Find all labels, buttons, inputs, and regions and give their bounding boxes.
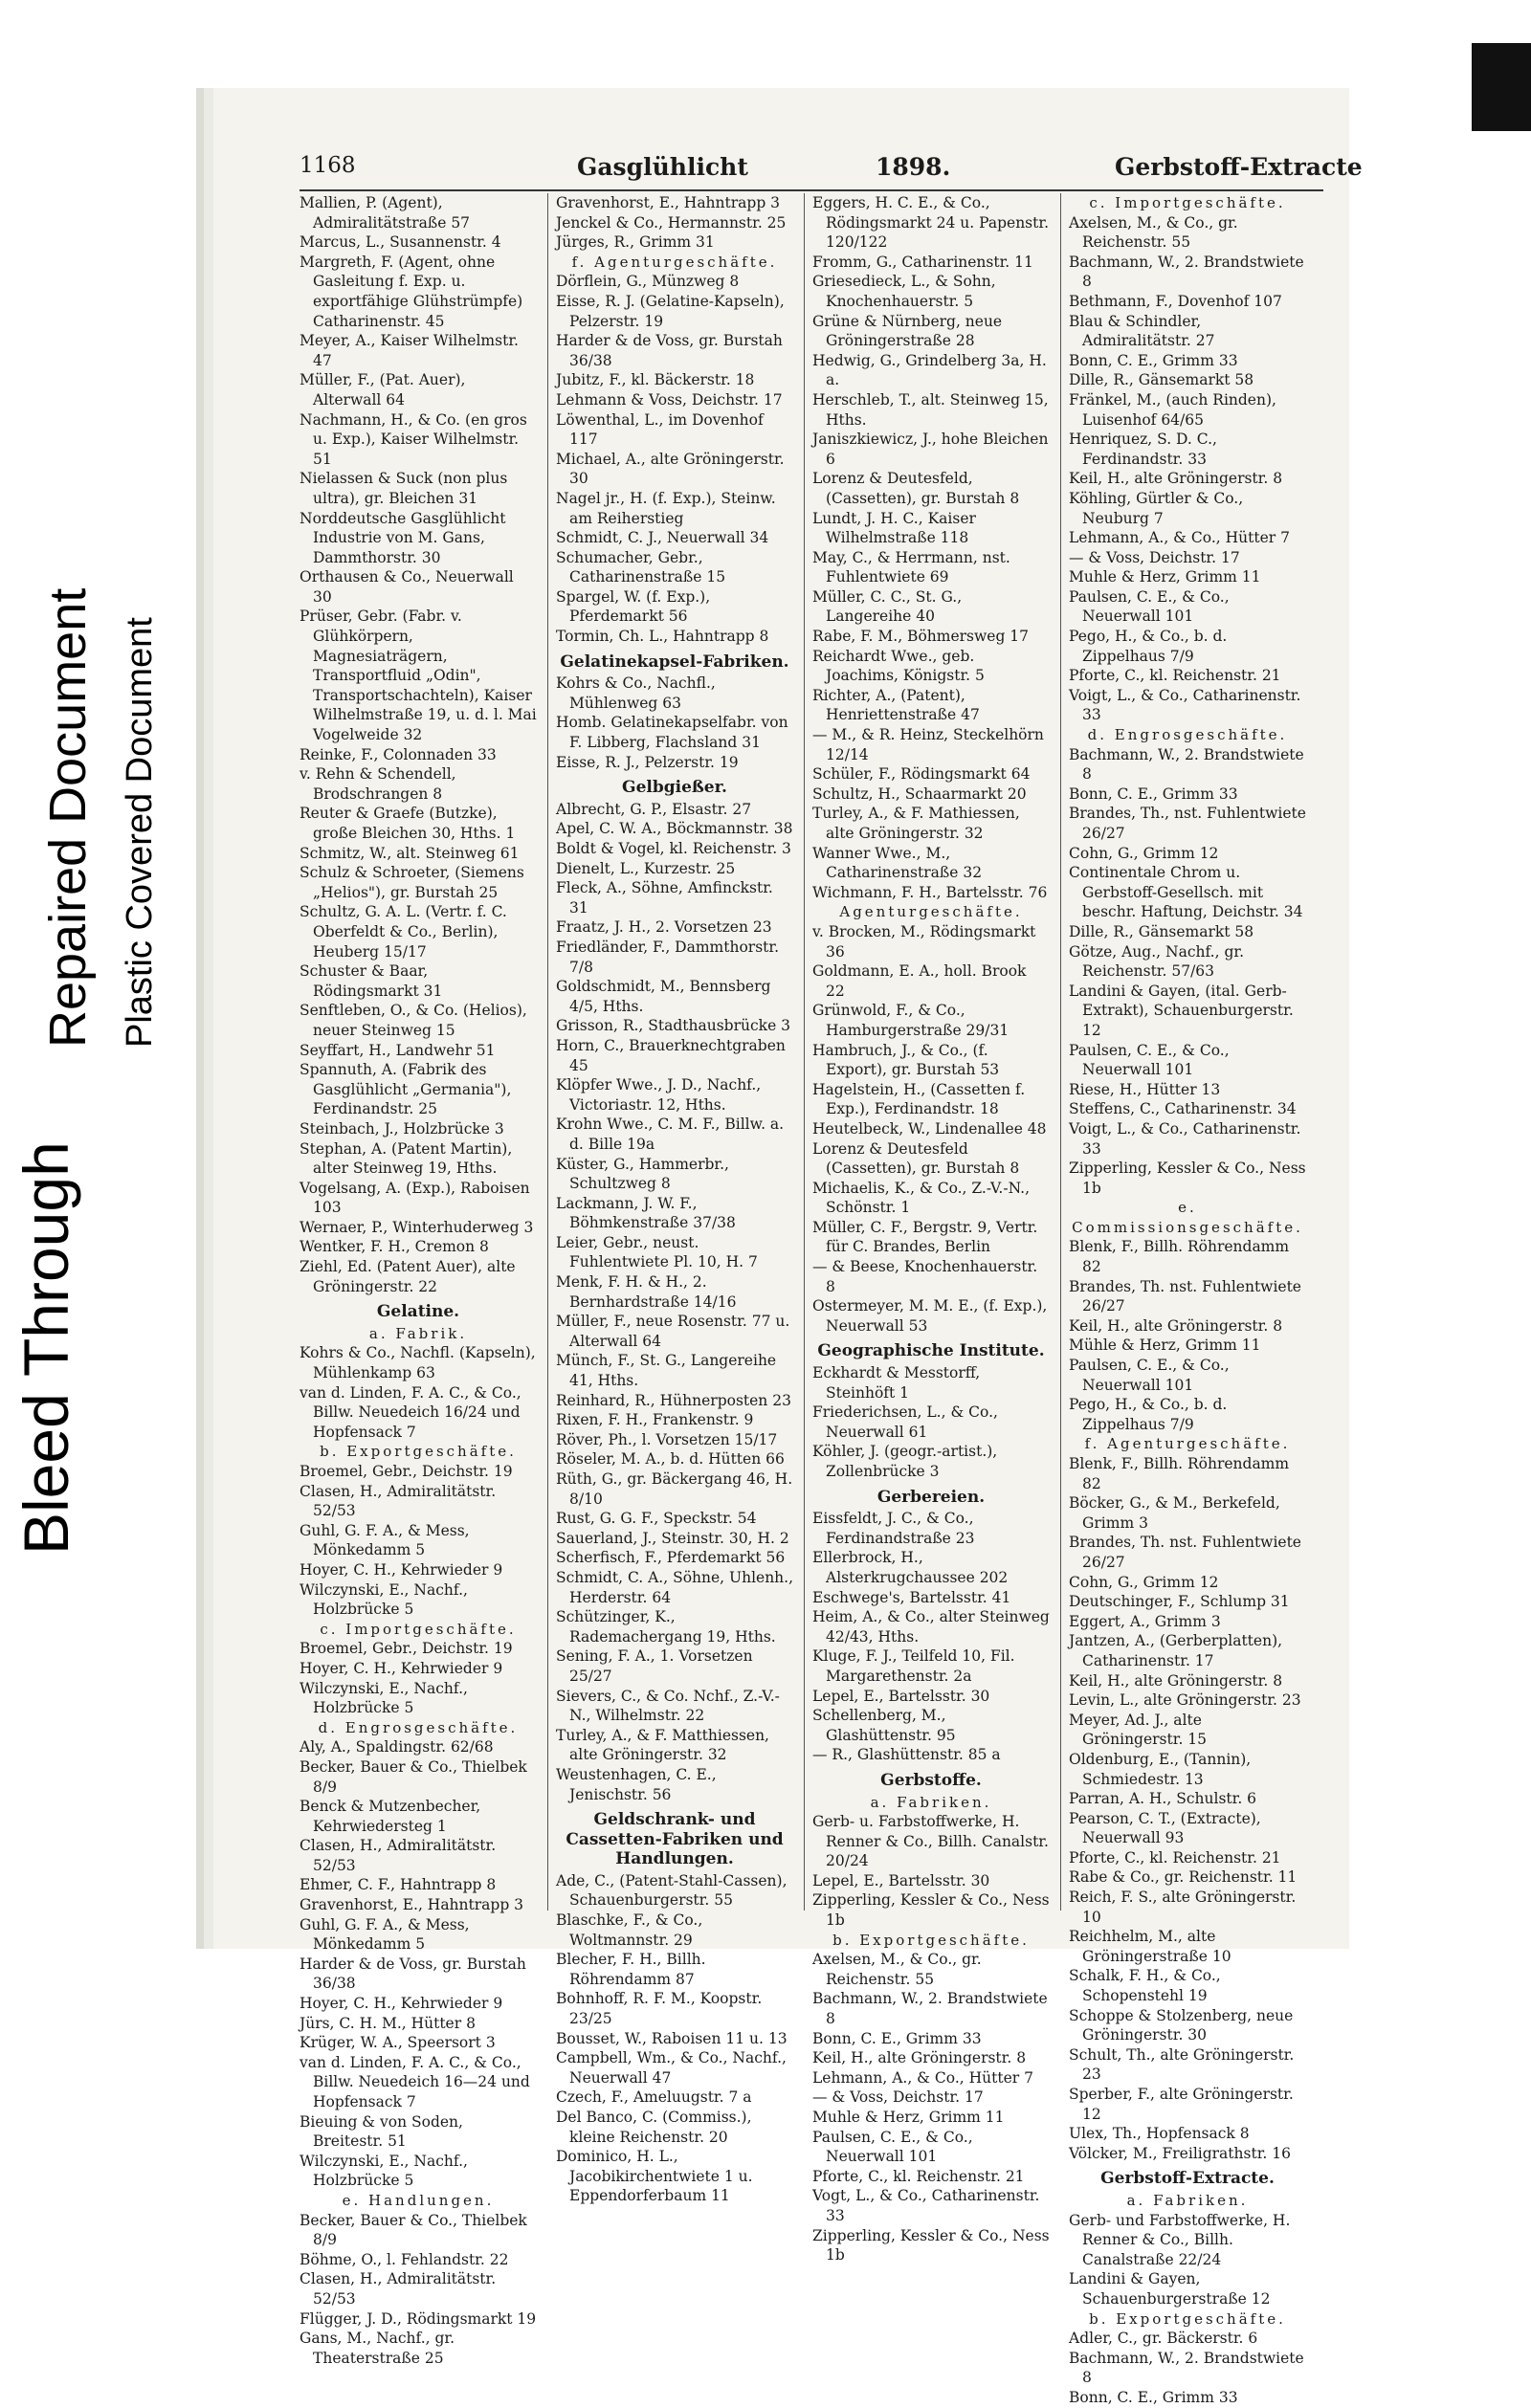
directory-entry: Jantzen, A., (Gerberplatten), Catharinenstr. 17 [1069, 1632, 1283, 1669]
directory-entry: Röver, Ph., l. Vorsetzen 15/17 [556, 1430, 778, 1448]
directory-entry: Schellenberg, M., Glashüttenstr. 95 [812, 1707, 956, 1744]
directory-entry: Steinbach, J., Holzbrücke 3 [300, 1119, 504, 1138]
scanner-edge-block [1472, 43, 1531, 131]
directory-entry: Richter, A., (Patent), Henriettenstraße 47 [812, 686, 980, 724]
directory-entry: Seyffart, H., Landwehr 51 [300, 1041, 496, 1059]
subsection-heading: e. Handlungen. [342, 2191, 495, 2209]
year-heading: 1898. [876, 153, 951, 181]
directory-entry: Nachmann, H., & Co. (en gros u. Exp.), Kaiser Wilhelmstr. 51 [300, 410, 527, 468]
directory-entry: Tormin, Ch. L., Hahntrapp 8 [556, 628, 769, 646]
header-rule [300, 189, 1323, 191]
directory-entry: Czech, F., Ameluugstr. 7 a [556, 2088, 752, 2107]
directory-entry: Kluge, F. J., Teilfeld 10, Fil. Margarethenstr. 2a [812, 1647, 1015, 1685]
directory-entry: Eggers, H. C. E., & Co., Rödingsmarkt 24 u. Papenstr. 120/122 [812, 194, 1049, 252]
directory-entry: Gravenhorst, E., Hahntrapp 3 [300, 1896, 524, 1914]
directory-entry: Zipperling, Kessler & Co., Ness 1b [1069, 1160, 1306, 1197]
directory-entry: Lehmann & Voss, Deichstr. 17 [556, 390, 783, 409]
directory-entry: Schützinger, K., Rademachergang 19, Hths. [556, 1608, 776, 1646]
directory-entry: Voigt, L., & Co., Catharinenstr. 33 [1069, 1119, 1301, 1158]
directory-entry: Brandes, Th. nst. Fuhlentwiete 26/27 [1069, 1534, 1301, 1571]
directory-entry: Oldenburg, E., (Tannin), Schmiedestr. 13 [1069, 1750, 1252, 1788]
directory-entry: Reichardt Wwe., geb. Joachims, Königstr. 5 [812, 647, 985, 685]
directory-entry: Horn, C., Brauerknechtgraben 45 [556, 1036, 786, 1074]
directory-entry: Schumacher, Gebr., Catharinenstraße 15 [556, 548, 726, 586]
directory-entry: Fränkel, M., (auch Rinden), Luisenhof 64/65 [1069, 390, 1276, 429]
directory-entry: Fleck, A., Söhne, Amfinckstr. 31 [556, 879, 773, 917]
directory-entry: Eckhardt & Messtorff, Steinhöft 1 [812, 1364, 981, 1402]
subsection-heading: e. Commissionsgeschäfte. [1072, 1199, 1303, 1236]
directory-entry: Becker, Bauer & Co., Thielbek 8/9 [300, 1757, 527, 1796]
directory-entry: Schoppe & Stolzenberg, neue Gröningerstr. 30 [1069, 2006, 1294, 2044]
left-running-title: Gasglühlicht [577, 153, 748, 181]
directory-entry: Müller, F., (Pat. Auer), Alterwall 64 [300, 371, 466, 409]
directory-entry: Wilczynski, E., Nachf., Holzbrücke 5 [300, 1679, 468, 1717]
subsection-heading: b. Exportgeschäfte. [832, 1931, 1030, 1949]
directory-entry: Steffens, C., Catharinenstr. 34 [1069, 1100, 1297, 1118]
directory-entry: Cohn, G., Grimm 12 [1069, 1573, 1219, 1591]
directory-entry: Keil, H., alte Gröningerstr. 8 [812, 2049, 1027, 2067]
directory-entry: Pforte, C., kl. Reichenstr. 21 [812, 2167, 1025, 2185]
directory-entry: Blaschke, F., & Co., Woltmannstr. 29 [556, 1911, 703, 1949]
directory-entry: Rabe & Co., gr. Reichenstr. 11 [1069, 1868, 1298, 1887]
directory-entry: Reinhard, R., Hühnerposten 23 [556, 1391, 791, 1409]
directory-entry: Reinke, F., Colonnaden 33 [300, 745, 497, 763]
directory-entry: Röseler, M. A., b. d. Hütten 66 [556, 1450, 785, 1469]
directory-entry: Mühle & Herz, Grimm 11 [1069, 1337, 1261, 1355]
directory-entry: Muhle & Herz, Grimm 11 [1069, 568, 1261, 586]
directory-entry: — & Voss, Deichstr. 17 [1069, 548, 1240, 566]
directory-entry: Guhl, G. F. A., & Mess, Mönkedamm 5 [300, 1915, 470, 1954]
subsection-heading: c. Importgeschäfte. [1089, 194, 1286, 211]
directory-entry: — & Beese, Knochenhauerstr. 8 [812, 1258, 1038, 1295]
scan-condition-labels [0, 0, 191, 2083]
directory-entry: Sauerland, J., Steinstr. 30, H. 2 [556, 1529, 789, 1547]
directory-entry: Klöpfer Wwe., J. D., Nachf., Victoriastr. 12, Hths. [556, 1076, 762, 1114]
directory-entry: Köhler, J. (geogr.-artist.), Zollenbrücke 3 [812, 1443, 998, 1480]
directory-entry: Ellerbrock, H., Alsterkrugchaussee 202 [812, 1549, 1009, 1586]
directory-entry: Schuster & Baar, Rödingsmarkt 31 [300, 962, 443, 1000]
directory-entry: Pearson, C. T., (Extracte), Neuerwall 93 [1069, 1809, 1261, 1847]
directory-entry: Ziehl, Ed. (Patent Auer), alte Gröningerstr. 22 [300, 1258, 516, 1295]
directory-entry: Lepel, E., Bartelsstr. 30 [812, 1687, 990, 1705]
directory-entry: Goldmann, E. A., holl. Brook 22 [812, 962, 1027, 1000]
subsection-heading: d. Engrosgeschäfte. [318, 1718, 519, 1736]
directory-entry: Harder & de Voss, gr. Burstah 36/38 [300, 1955, 526, 1993]
directory-entry: Ehmer, C. F., Hahntrapp 8 [300, 1876, 497, 1894]
subsection-heading: a. Fabriken. [870, 1793, 992, 1811]
directory-entry: Bachmann, W., 2. Brandstwiete 8 [1069, 253, 1304, 291]
directory-entry: Schmitz, W., alt. Steinweg 61 [300, 844, 520, 862]
directory-entry: Keil, H., alte Gröningerstr. 8 [1069, 470, 1283, 488]
directory-entry: Paulsen, C. E., & Co., Neuerwall 101 [1069, 587, 1230, 626]
directory-entry: Gravenhorst, E., Hahntrapp 3 [556, 194, 781, 211]
directory-entry: Menk, F. H. & H., 2. Bernhardstraße 14/16 [556, 1273, 737, 1311]
directory-entry: Sievers, C., & Co. Nchf., Z.-V.-N., Wilhelmstr. 22 [556, 1687, 780, 1725]
directory-entry: Apel, C. W. A., Böckmannstr. 38 [556, 820, 793, 838]
directory-entry: — M., & R. Heinz, Steckelhörn 12/14 [812, 726, 1044, 763]
directory-entry: Paulsen, C. E., & Co., Neuerwall 101 [812, 2128, 973, 2166]
directory-entry: Cohn, G., Grimm 12 [1069, 844, 1219, 862]
directory-entry: Benck & Mutzenbecher, Kehrwiedersteg 1 [300, 1798, 481, 1835]
right-running-title: Gerbstoff-Extracte [1115, 153, 1363, 181]
subsection-heading: f. Agenturgeschäfte. [1084, 1435, 1291, 1453]
subsection-heading: a. Fabriken. [1126, 2191, 1249, 2209]
directory-entry: Hoyer, C. H., Kehrwieder 9 [300, 1560, 503, 1579]
directory-entry: Broemel, Gebr., Deichstr. 19 [300, 1463, 513, 1480]
directory-entry: Senftleben, O., & Co. (Helios), neuer Steinweg 15 [300, 1002, 527, 1039]
directory-entry: Weustenhagen, C. E., Jenischstr. 56 [556, 1765, 717, 1803]
directory-entry: Gerb- und Farbstoffwerke, H. Renner & Co., Billh. Canalstraße 22/24 [1069, 2211, 1291, 2268]
directory-entry: Rixen, F. H., Frankenstr. 9 [556, 1411, 754, 1429]
section-heading: Gelatinekapsel-Fabriken. [560, 652, 789, 672]
directory-entry: Schultz, H., Schaarmarkt 20 [812, 784, 1027, 803]
directory-entry: Rüth, G., gr. Bäckergang 46, H. 8/10 [556, 1470, 793, 1508]
directory-entry: Goldschmidt, M., Bennsberg 4/5, Hths. [556, 978, 771, 1015]
directory-entry: Spargel, W. (f. Exp.), Pferdemarkt 56 [556, 587, 711, 626]
directory-entry: Wilczynski, E., Nachf., Holzbrücke 5 [300, 2152, 468, 2190]
directory-entry: Eschwege's, Bartelsstr. 41 [812, 1588, 1011, 1606]
section-heading: Gelbgießer. [622, 778, 727, 798]
directory-entry: Dille, R., Gänsemarkt 58 [1069, 371, 1254, 389]
directory-entry: Münch, F., St. G., Langereihe 41, Hths. [556, 1352, 777, 1390]
directory-entry: Marcus, L., Susannenstr. 4 [300, 233, 501, 252]
directory-entry: Fraatz, J. H., 2. Vorsetzen 23 [556, 918, 772, 937]
column-2 [556, 193, 794, 2205]
directory-entry: Parran, A. H., Schulstr. 6 [1069, 1790, 1257, 1808]
directory-entry: v. Rehn & Schendell, Brodschrangen 8 [300, 765, 456, 803]
directory-entry: Schultz, G. A. L. (Vertr. f. C. Oberfeldt & Co., Berlin), Heuberg 15/17 [300, 903, 507, 961]
directory-entry: Becker, Bauer & Co., Thielbek 8/9 [300, 2211, 527, 2249]
directory-entry: Keil, H., alte Gröningerstr. 8 [1069, 1316, 1283, 1335]
directory-entry: Wentker, F. H., Cremon 8 [300, 1238, 489, 1256]
directory-entry: Landini & Gayen, (ital. Gerb-Extrakt), Schauenburgerstr. 12 [1069, 982, 1294, 1039]
directory-entry: Scherfisch, F., Pferdemarkt 56 [556, 1549, 786, 1567]
directory-entry: Lorenz & Deutesfeld (Cassetten), gr. Burstah 8 [812, 1139, 1020, 1178]
directory-entry: Dominico, H. L., Jacobikirchentwiete 1 u. Eppendorferbaum 11 [556, 2148, 753, 2205]
directory-entry: Hedwig, G., Grindelberg 3a, H. a. [812, 351, 1047, 389]
directory-entry: Reich, F. S., alte Gröningerstr. 10 [1069, 1889, 1297, 1926]
directory-entry: Blau & Schindler, Admiralitätstr. 27 [1069, 312, 1215, 350]
directory-entry: Janiszkiewicz, J., hohe Bleichen 6 [812, 431, 1049, 468]
directory-entry: Stephan, A. (Patent Martin), alter Steinweg 19, Hths. [300, 1139, 513, 1178]
directory-entry: Reichhelm, M., alte Gröningerstraße 10 [1069, 1928, 1231, 1965]
directory-entry: Köhling, Gürtler & Co., Neuburg 7 [1069, 489, 1244, 527]
directory-entry: Paulsen, C. E., & Co., Neuerwall 101 [1069, 1041, 1230, 1079]
directory-entry: Landini & Gayen, Schauenburgerstraße 12 [1069, 2270, 1271, 2308]
directory-entry: Vogelsang, A. (Exp.), Raboisen 103 [300, 1179, 530, 1217]
directory-entry: Brandes, Th. nst. Fuhlentwiete 26/27 [1069, 1277, 1301, 1315]
directory-entry: Blenk, F., Billh. Röhrendamm 82 [1069, 1455, 1290, 1492]
directory-entry: Bethmann, F., Dovenhof 107 [1069, 292, 1282, 310]
subsection-heading: f. Agenturgeschäfte. [571, 253, 778, 271]
directory-entry: Bachmann, W., 2. Brandstwiete 8 [1069, 745, 1304, 784]
directory-entry: Turley, A., & F. Mathiessen, alte Gröningerstr. 32 [812, 805, 1020, 842]
directory-entry: Broemel, Gebr., Deichstr. 19 [300, 1640, 513, 1658]
directory-entry: Sperber, F., alte Gröningerstr. 12 [1069, 2086, 1294, 2123]
directory-entry: Herschleb, T., alt. Steinweg 15, Hths. [812, 390, 1049, 429]
directory-entry: van d. Linden, F. A. C., & Co., Billw. Neuedeich 16—24 und Hopfensack 7 [300, 2053, 530, 2110]
directory-entry: Brandes, Th., nst. Fuhlentwiete 26/27 [1069, 805, 1306, 842]
directory-entry: Axelsen, M., & Co., gr. Reichenstr. 55 [1069, 213, 1238, 252]
directory-entry: Bonn, C. E., Grimm 33 [812, 2029, 982, 2047]
directory-entry: Clasen, H., Admiralitätstr. 52/53 [300, 1482, 497, 1520]
directory-entry: van d. Linden, F. A. C., & Co., Billw. Neuedeich 16/24 und Hopfensack 7 [300, 1383, 521, 1441]
directory-entry: Schalk, F. H., & Co., Schopenstehl 19 [1069, 1967, 1221, 2005]
directory-entry: Bieuing & von Soden, Breitestr. 51 [300, 2112, 463, 2151]
directory-entry: Clasen, H., Admiralitätstr. 52/53 [300, 2270, 497, 2308]
directory-entry: Bohnhoff, R. F. M., Koopstr. 23/25 [556, 1990, 763, 2028]
column-4 [1069, 193, 1306, 2406]
directory-entry: Muhle & Herz, Grimm 11 [812, 2109, 1005, 2126]
directory-entry: Bousset, W., Raboisen 11 u. 13 [556, 2029, 788, 2047]
directory-entry: Deutschinger, F., Schlump 31 [1069, 1593, 1290, 1611]
directory-entry: Wernaer, P., Winterhuderweg 3 [300, 1218, 534, 1236]
column-1 [300, 193, 537, 2367]
directory-entry: Del Banco, C. (Commiss.), kleine Reichenstr. 20 [556, 2109, 752, 2146]
directory-entry: Rust, G. G. F., Speckstr. 54 [556, 1510, 757, 1528]
directory-entry: Müller, F., neue Rosenstr. 77 u. Alterwall 64 [556, 1313, 790, 1350]
directory-entry: Vogt, L., & Co., Catharinenstr. 33 [812, 2187, 1040, 2224]
directory-entry: Riese, H., Hütter 13 [1069, 1080, 1221, 1098]
directory-entry: Friedländer, F., Dammthorstr. 7/8 [556, 938, 780, 976]
directory-entry: Löwenthal, L., im Dovenhof 117 [556, 410, 764, 449]
subsection-heading: Agenturgeschäfte. [839, 903, 1023, 921]
directory-entry: Campbell, Wm., & Co., Nachf., Neuerwall 47 [556, 2049, 787, 2087]
directory-entry: Zipperling, Kessler & Co., Ness 1b [812, 1891, 1050, 1930]
directory-entry: Lehmann, A., & Co., Hütter 7 [812, 2068, 1033, 2087]
directory-entry: Völcker, M., Freiligrathstr. 16 [1069, 2144, 1291, 2162]
directory-entry: Hoyer, C. H., Kehrwieder 9 [300, 1995, 503, 2013]
directory-entry: Hambruch, J., & Co., (f. Export), gr. Burstah 53 [812, 1041, 1000, 1079]
directory-entry: Gerb- u. Farbstoffwerke, H. Renner & Co., Billh. Canalstr. 20/24 [812, 1813, 1049, 1870]
directory-entry: Küster, G., Hammerbr., Schultzweg 8 [556, 1155, 729, 1193]
directory-entry: Friederichsen, L., & Co., Neuerwall 61 [812, 1403, 998, 1441]
label-bleed-through: Bleed Through [11, 1141, 81, 1555]
directory-entry: Paulsen, C. E., & Co., Neuerwall 101 [1069, 1357, 1230, 1394]
directory-entry: Heutelbeck, W., Lindenallee 48 [812, 1119, 1047, 1138]
directory-entry: Bachmann, W., 2. Brandstwiete 8 [812, 1990, 1048, 2028]
directory-entry: Heim, A., & Co., alter Steinweg 42/43, Hths. [812, 1608, 1050, 1646]
column-3 [812, 193, 1050, 2264]
directory-entry: Böcker, G., & M., Berkefeld, Grimm 3 [1069, 1494, 1280, 1532]
directory-entry: Jürs, C. H. M., Hütter 8 [300, 2014, 476, 2032]
directory-entry: Meyer, Ad. J., alte Gröningerstr. 15 [1069, 1711, 1208, 1749]
directory-entry: Blecher, F. H., Billh. Röhrendamm 87 [556, 1951, 706, 1988]
section-heading: Geographische Institute. [817, 1341, 1045, 1361]
directory-entry: Eisse, R. J., Pelzerstr. 19 [556, 753, 739, 771]
subsection-heading: a. Fabrik. [368, 1324, 468, 1342]
directory-entry: Guhl, G. F. A., & Mess, Mönkedamm 5 [300, 1521, 470, 1559]
directory-entry: Wilczynski, E., Nachf., Holzbrücke 5 [300, 1580, 468, 1619]
directory-entry: Jubitz, F., kl. Bäckerstr. 18 [556, 371, 755, 389]
directory-entry: Hoyer, C. H., Kehrwieder 9 [300, 1659, 503, 1677]
directory-entry: Henriquez, S. D. C., Ferdinandstr. 33 [1069, 431, 1217, 468]
directory-entry: Ade, C., (Patent-Stahl-Cassen), Schauenburgerstr. 55 [556, 1871, 788, 1910]
directory-entry: Ulex, Th., Hopfensack 8 [1069, 2125, 1250, 2143]
directory-entry: Bonn, C. E., Grimm 33 [1069, 351, 1238, 369]
directory-entry: Homb. Gelatinekapselfabr. von F. Libberg, Flachsland 31 [556, 714, 788, 752]
directory-entry: May, C., & Herrmann, nst. Fuhlentwiete 69 [812, 548, 1010, 586]
directory-entry: Bonn, C. E., Grimm 33 [1069, 784, 1238, 803]
directory-entry: Rabe, F. M., Böhmersweg 17 [812, 628, 1030, 646]
section-heading: Gerbstoffe. [880, 1770, 982, 1790]
directory-entry: Blenk, F., Billh. Röhrendamm 82 [1069, 1238, 1290, 1276]
subsection-heading: b. Exportgeschäfte. [320, 1443, 517, 1461]
directory-entry: Lehmann, A., & Co., Hütter 7 [1069, 529, 1290, 547]
section-heading: Gelatine. [376, 1302, 460, 1322]
directory-entry: Hagelstein, H., (Cassetten f. Exp.), Ferdinandstr. 18 [812, 1080, 1026, 1118]
directory-entry: Keil, H., alte Gröningerstr. 8 [1069, 1671, 1283, 1690]
directory-entry: Lundt, J. H. C., Kaiser Wilhelmstraße 118 [812, 509, 976, 547]
label-repaired-document: Repaired Document [39, 587, 97, 1048]
directory-entry: Sening, F. A., 1. Vorsetzen 25/27 [556, 1647, 753, 1685]
directory-entry: Schmidt, C. J., Neuerwall 34 [556, 529, 769, 547]
directory-entry: Pego, H., & Co., b. d. Zippelhaus 7/9 [1069, 1396, 1228, 1433]
directory-entry: Prüser, Gebr. (Fabr. v. Glühkörpern, Magnesiaträgern, Transportfluid „Odin", Transportschachteln), Kaiser Wilhelmstraße 19, u. d. l. Mai Vogelweide 32 [300, 608, 537, 744]
directory-entry: Götze, Aug., Nachf., gr. Reichenstr. 57/63 [1069, 942, 1245, 981]
directory-entry: Grüne & Nürnberg, neue Gröningerstraße 28 [812, 312, 1003, 350]
directory-entry: Boldt & Vogel, kl. Reichenstr. 3 [556, 840, 791, 857]
directory-entry: Müller, C. F., Bergstr. 9, Vertr. für C. Brandes, Berlin [812, 1218, 1038, 1256]
directory-entry: Dille, R., Gänsemarkt 58 [1069, 922, 1254, 940]
page-header [196, 153, 1363, 191]
directory-entry: Müller, C. C., St. G., Langereihe 40 [812, 587, 963, 626]
directory-entry: Continentale Chrom u. Gerbstoff-Gesellsch. mit beschr. Haftung, Deichstr. 34 [1069, 864, 1303, 921]
directory-entry: Grisson, R., Stadthausbrücke 3 [556, 1017, 791, 1035]
directory-entry: Voigt, L., & Co., Catharinenstr. 33 [1069, 686, 1301, 724]
directory-entry: — & Voss, Deichstr. 17 [812, 2088, 984, 2107]
label-plastic-covered-document: Plastic Covered Document [120, 617, 160, 1048]
directory-entry: Leier, Gebr., neust. Fuhlentwiete Pl. 10, H. 7 [556, 1233, 758, 1271]
directory-entry: Wichmann, F. H., Bartelsstr. 76 [812, 883, 1048, 901]
directory-entry: Schult, Th., alte Gröningerstr. 23 [1069, 2045, 1295, 2084]
page-number: 1168 [300, 153, 356, 178]
section-heading: Gerbereien. [876, 1487, 986, 1507]
directory-entry: Schüler, F., Rödingsmarkt 64 [812, 765, 1031, 784]
directory-entry: Kohrs & Co., Nachfl., Mühlenweg 63 [556, 674, 716, 712]
directory-entry: Krohn Wwe., C. M. F., Billw. a. d. Bille 19a [556, 1116, 785, 1153]
directory-entry: Grünwold, F., & Co., Hamburgerstraße 29/31 [812, 1002, 1010, 1039]
directory-entry: Reuter & Graefe (Butzke), große Bleichen 30, Hths. 1 [300, 805, 516, 842]
directory-entry: Mallien, P. (Agent), Admiralitätstraße 57 [300, 194, 471, 232]
directory-entry: Bachmann, W., 2. Brandstwiete 8 [1069, 2349, 1304, 2387]
directory-entry: Fromm, G., Catharinenstr. 11 [812, 253, 1033, 271]
directory-entry: Pego, H., & Co., b. d. Zippelhaus 7/9 [1069, 628, 1228, 665]
directory-entry: Jürges, R., Grimm 31 [556, 233, 715, 252]
subsection-heading: c. Importgeschäfte. [320, 1620, 517, 1638]
subsection-heading: b. Exportgeschäfte. [1089, 2309, 1286, 2328]
directory-entry: Lorenz & Deutesfeld, (Cassetten), gr. Burstah 8 [812, 470, 1020, 507]
directory-entry: Pforte, C., kl. Reichenstr. 21 [1069, 667, 1281, 685]
subsection-heading: d. Engrosgeschäfte. [1087, 726, 1288, 744]
directory-entry: Levin, L., alte Gröningerstr. 23 [1069, 1691, 1301, 1710]
directory-entry: Norddeutsche Gasglühlicht Industrie von M. Gans, Dammthorstr. 30 [300, 509, 506, 566]
directory-entry: Dienelt, L., Kurzestr. 25 [556, 859, 736, 877]
directory-entry: Wanner Wwe., M., Catharinenstraße 32 [812, 844, 983, 882]
directory-entry: Bonn, C. E., Grimm 33 [1069, 2388, 1238, 2406]
directory-entry: Michael, A., alte Gröningerstr. 30 [556, 450, 785, 488]
directory-entry: Aly, A., Spaldingstr. 62/68 [300, 1738, 494, 1756]
directory-entry: Flügger, J. D., Rödingsmarkt 19 [300, 2309, 537, 2328]
directory-entry: Schulz & Schroeter, (Siemens „Helios"), gr. Burstah 25 [300, 864, 524, 901]
section-heading: Geldschrank- und Cassetten-Fabriken und Handlungen. [566, 1810, 784, 1869]
directory-page [196, 88, 1363, 2406]
directory-entry: Kohrs & Co., Nachfl. (Kapseln), Mühlenkamp 63 [300, 1344, 536, 1382]
column-divider [804, 193, 805, 1911]
directory-entry: Dörflein, G., Münzweg 8 [556, 273, 740, 291]
directory-entry: Eggert, A., Grimm 3 [1069, 1612, 1221, 1630]
directory-entry: — R., Glashüttenstr. 85 a [812, 1746, 1001, 1764]
directory-entry: Lepel, E., Bartelsstr. 30 [812, 1871, 990, 1889]
directory-entry: Pforte, C., kl. Reichenstr. 21 [1069, 1848, 1281, 1867]
directory-entry: Margreth, F. (Agent, ohne Gasleitung f. Exp. u. exportfähige Glühstrümpfe) Catharinenstr. 45 [300, 253, 523, 330]
directory-entry: Adler, C., gr. Bäckerstr. 6 [1069, 2330, 1258, 2348]
directory-entry: Jenckel & Co., Hermannstr. 25 [556, 213, 787, 232]
directory-entry: Lackmann, J. W. F., Böhmkenstraße 37/38 [556, 1194, 736, 1232]
directory-entry: v. Brocken, M., Rödingsmarkt 36 [812, 922, 1036, 961]
directory-entry: Clasen, H., Admiralitätstr. 52/53 [300, 1837, 497, 1874]
directory-entry: Axelsen, M., & Co., gr. Reichenstr. 55 [812, 1951, 982, 1988]
directory-entry: Schmidt, C. A., Söhne, Uhlenh., Herderstr. 64 [556, 1568, 794, 1606]
directory-entry: Michaelis, K., & Co., Z.-V.-N., Schönstr. 1 [812, 1179, 1031, 1217]
directory-entry: Albrecht, G. P., Elsastr. 27 [556, 800, 752, 818]
directory-entry: Krüger, W. A., Speersort 3 [300, 2034, 496, 2052]
directory-entry: Griesedieck, L., & Sohn, Knochenhauerstr. 5 [812, 273, 996, 310]
section-heading: Gerbstoff-Extracte. [1100, 2169, 1275, 2189]
directory-entry: Meyer, A., Kaiser Wilhelmstr. 47 [300, 332, 519, 369]
directory-entry: Orthausen & Co., Neuerwall 30 [300, 568, 514, 606]
directory-entry: Böhme, O., l. Fehlandstr. 22 [300, 2250, 509, 2268]
directory-entry: Ostermeyer, M. M. E., (f. Exp.), Neuerwall 53 [812, 1297, 1048, 1335]
directory-entry: Turley, A., & F. Matthiessen, alte Gröningerstr. 32 [556, 1726, 769, 1764]
directory-entry: Spannuth, A. (Fabrik des Gasglühlicht „Germania"), Ferdinandstr. 25 [300, 1061, 512, 1118]
column-divider [1060, 193, 1061, 1911]
directory-entry: Harder & de Voss, gr. Burstah 36/38 [556, 332, 783, 369]
directory-entry: Nielassen & Suck (non plus ultra), gr. Bleichen 31 [300, 470, 508, 507]
directory-entry: Zipperling, Kessler & Co., Ness 1b [812, 2226, 1050, 2264]
directory-entry: Nagel jr., H. (f. Exp.), Steinw. am Reiherstieg [556, 489, 776, 527]
directory-entry: Eissfeldt, J. C., & Co., Ferdinandstraße 23 [812, 1510, 975, 1547]
directory-entry: Eisse, R. J. (Gelatine-Kapseln), Pelzerstr. 19 [556, 292, 785, 330]
column-divider [547, 193, 548, 1911]
directory-entry: Gans, M., Nachf., gr. Theaterstraße 25 [300, 2330, 455, 2367]
